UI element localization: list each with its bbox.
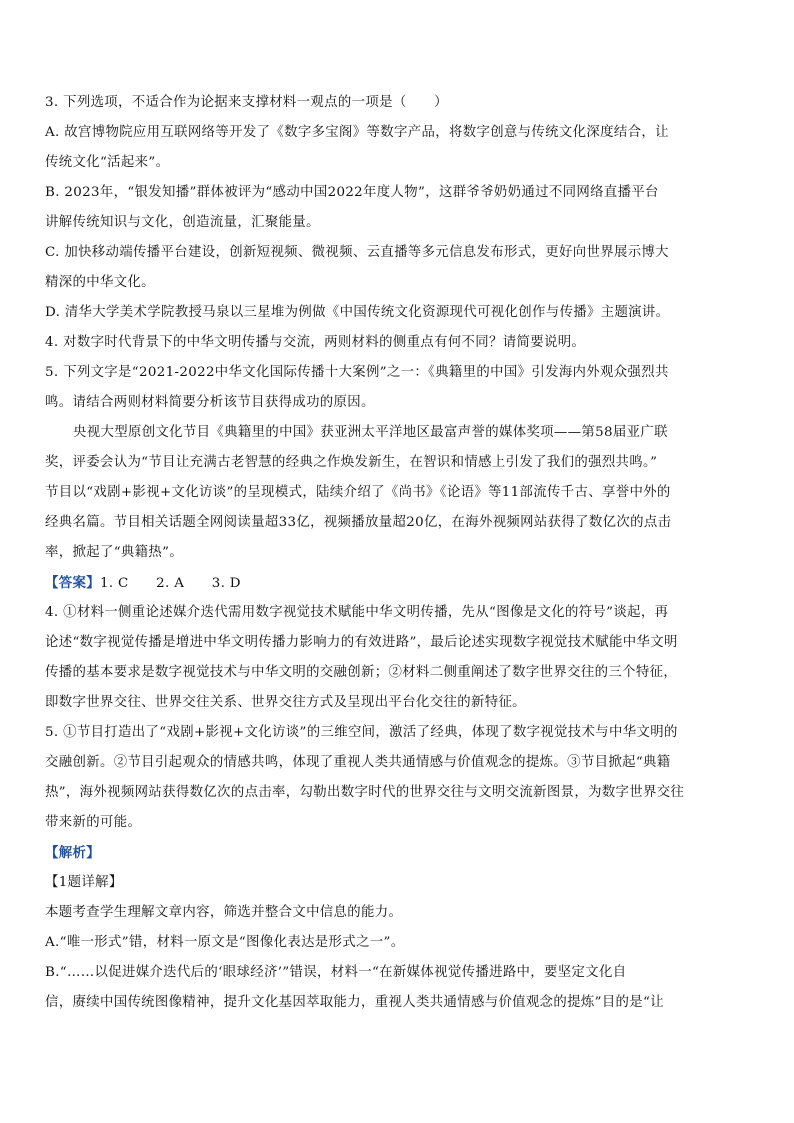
passage-line-3: 节目以“戏剧+影视+文化访谈”的呈现模式，陆续介绍了《尚书》《论语》等11部流传千古、享誉中外的	[45, 485, 671, 500]
option-b-line-2: 讲解传统知识与文化，创造流量，汇聚能量。	[45, 215, 320, 230]
answer-4-line-1: 4. ①材料一侧重论述媒介迭代需用数字视觉技术赋能中华文明传播，先从“图像是文化的符号”谈起，再	[45, 605, 669, 620]
passage-line-5: 率，掀起了“典籍热”。	[45, 545, 184, 560]
question-5-stem-line-1: 5. 下列文字是“2021-2022中华文化国际传播十大案例”之一：《典籍里的中国》引发海内外观众强烈共	[45, 365, 669, 380]
option-a-line-1: A. 故宫博物院应用互联网络等开发了《数字多宝阁》等数字产品，将数字创意与传统文化深度结合，让	[45, 125, 669, 140]
option-c-line-1: C. 加快移动端传播平台建设，创新短视频、微视频、云直播等多元信息发布形式，更好向世界展示博大	[45, 245, 669, 260]
answer-label: 【答案】	[45, 575, 100, 591]
detail-1-intro: 本题考查学生理解文章内容，筛选并整合文中信息的能力。	[45, 905, 403, 920]
answer-4-line-3: 传播的基本要求是数字视觉技术与中华文明的交融创新；②材料二侧重阐述了数字世界交往的三个特征，	[45, 665, 678, 680]
detail-option-a: A.“唯一形式”错，材料一原文是“图像化表达是形式之一”。	[45, 935, 405, 950]
answer-4-line-2: 论述“数字视觉传播是增进中华文明传播力影响力的有效进路”，最后论述实现数字视觉技术赋能中华文明	[45, 635, 678, 650]
detail-1-heading: 【1题详解】	[45, 875, 123, 890]
answer-4-line-4: 即数字世界交往、世界交往关系、世界交往方式及呈现出平台化交往的新特征。	[45, 695, 526, 710]
option-c-line-2: 精深的中华文化。	[45, 275, 155, 290]
passage-line-1: 央视大型原创文化节目《典籍里的中国》获亚洲太平洋地区最富声誉的媒体奖项——第58届亚广联	[73, 425, 668, 440]
question-3-stem: 3. 下列选项，不适合作为论据来支撑材料一观点的一项是（ ）	[45, 95, 448, 110]
option-b-line-1: B. 2023年，“银发知播”群体被评为“感动中国2022年度人物”，这群爷爷奶奶通过不同网络直播平台	[45, 185, 659, 200]
question-5-stem-line-2: 鸣。请结合两则材料简要分析该节目获得成功的原因。	[45, 395, 375, 410]
analysis-label: 【解析】	[45, 845, 100, 861]
detail-option-b-line-1: B.“……以促进媒介迭代后的‘眼球经济’”错误，材料一“在新媒体视觉传播进路中，要坚定文化自	[45, 965, 627, 980]
answer-5-line-4: 带来新的可能。	[45, 815, 142, 830]
option-d-line: D. 清华大学美术学院教授马泉以三星堆为例做《中国传统文化资源现代可视化创作与传播》主题演讲。	[45, 305, 670, 320]
answer-line	[45, 573, 750, 594]
passage-line-4: 经典名篇。节目相关话题全网阅读量超33亿，视频播放量超20亿，在海外视频网站获得了数亿次的点击	[45, 515, 672, 530]
passage-line-2: 奖，评委会认为“节目让充满古老智慧的经典之作焕发新生，在智识和情感上引发了我们的强烈共鸣。”	[45, 455, 658, 470]
answer-text: 1. C 2. A 3. D	[99, 576, 241, 591]
question-4-stem: 4. 对数字时代背景下的中华文明传播与交流，两则材料的侧重点有何不同？请简要说明。	[45, 335, 586, 350]
detail-option-b-line-2: 信，赓续中国传统图像精神，提升文化基因萃取能力，重视人类共通情感与价值观念的提炼”目的是“让	[45, 995, 664, 1010]
option-a-line-2: 传统文化“活起来”。	[45, 155, 170, 170]
answer-5-line-2: 交融创新。②节目引起观众的情感共鸣，体现了重视人类共通情感与价值观念的提炼。③节目掀起“典籍	[45, 755, 671, 770]
answer-5-line-1: 5. ①节目打造出了“戏剧+影视+文化访谈”的三维空间，激活了经典，体现了数字视觉技术与中华文明的	[45, 725, 678, 740]
answer-5-line-3: 热”，海外视频网站获得数亿次的点击率，勾勒出数字时代的世界交往与文明交流新图景，为数字世界交往	[45, 785, 685, 800]
